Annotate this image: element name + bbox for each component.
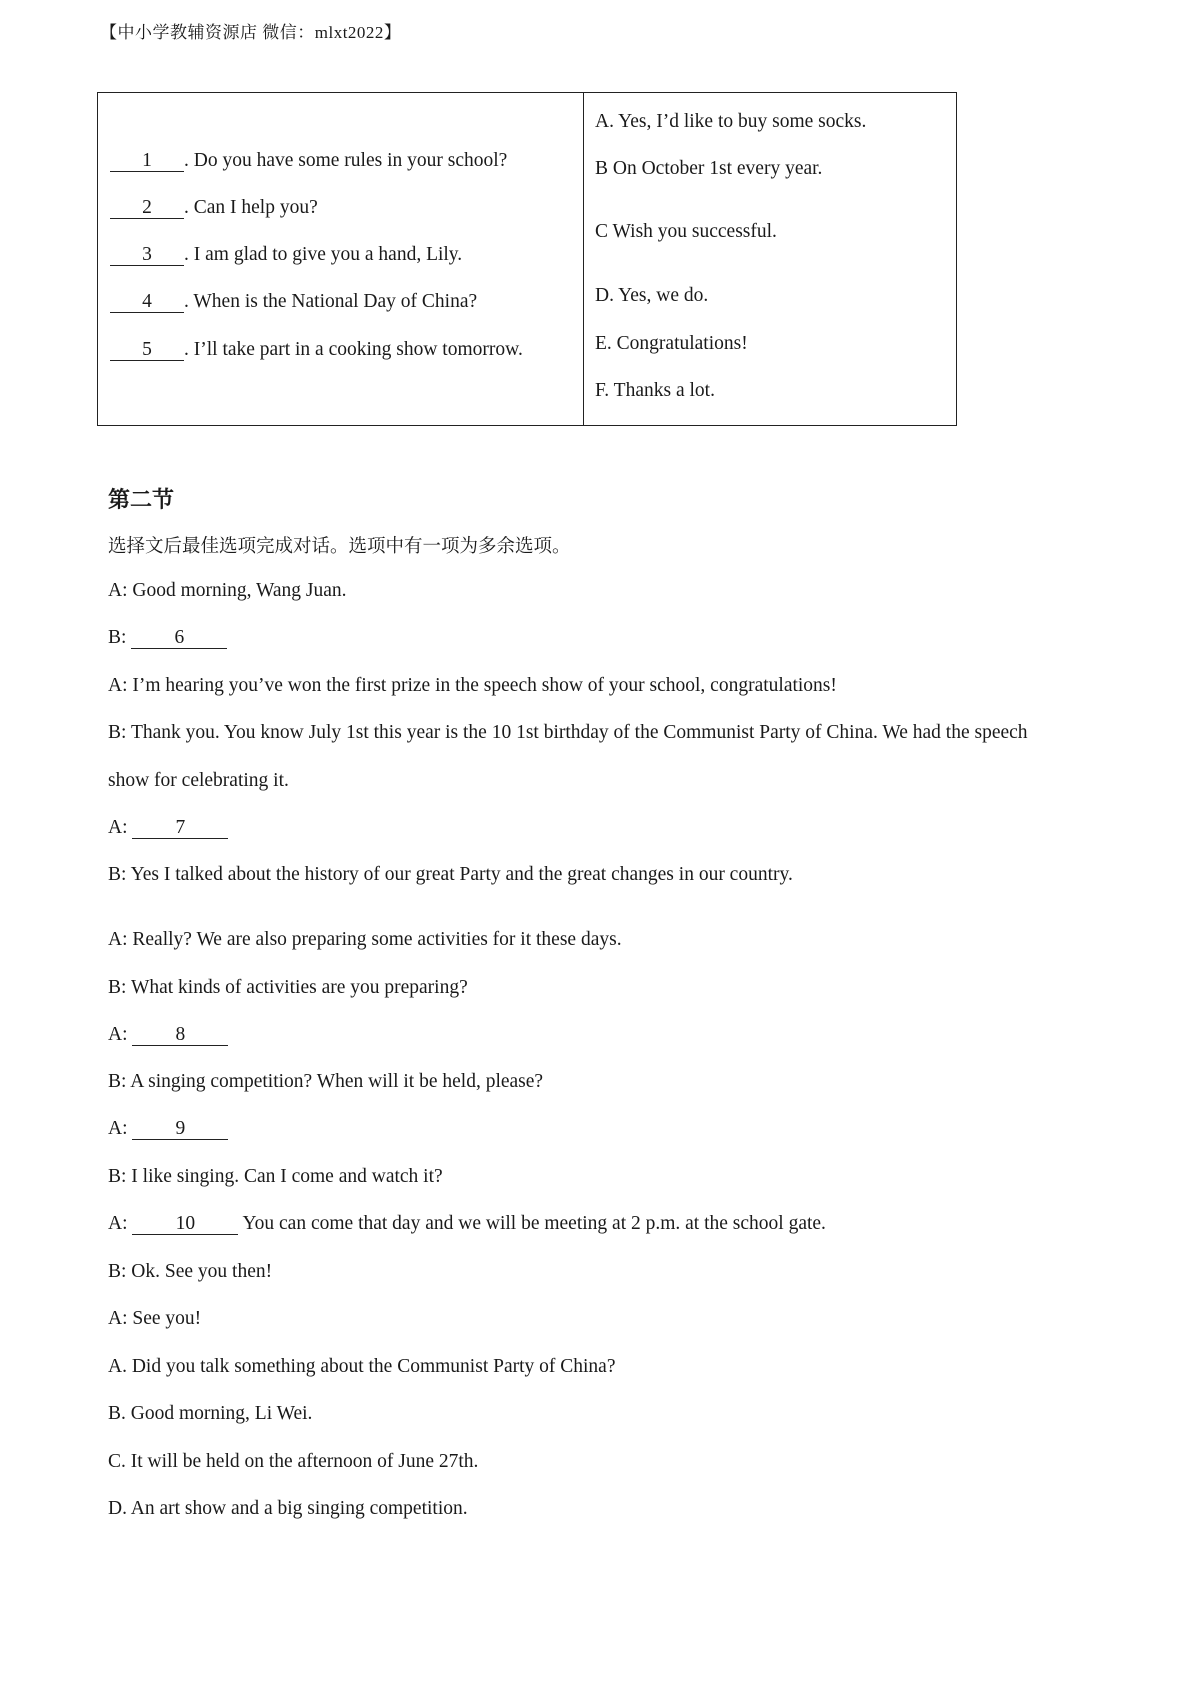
question-2 — [110, 197, 318, 219]
dialogue-blank-10[interactable]: 10 — [132, 1214, 238, 1235]
section-title: 第二节 — [108, 488, 175, 513]
answer-option-a: A. Yes, I’d like to buy some socks. — [595, 111, 867, 132]
dialogue-line-11: B: A singing competition? When will it be held, please? — [108, 1071, 544, 1092]
dialogue-line-2 — [108, 627, 227, 649]
answer-blank-5[interactable]: 5 — [110, 340, 184, 361]
question-text: . Do you have some rules in your school? — [184, 150, 508, 171]
answer-option-b: B On October 1st every year. — [595, 158, 823, 179]
question-text: . I am glad to give you a hand, Lily. — [184, 244, 463, 265]
speaker: B: — [108, 627, 132, 648]
speaker: A: — [108, 1024, 133, 1045]
option-a: A. Did you talk something about the Communist Party of China? — [108, 1356, 616, 1377]
dialogue-line-13: B: I like singing. Can I come and watch it? — [108, 1166, 443, 1187]
option-c: C. It will be held on the afternoon of June 27th. — [108, 1451, 479, 1472]
question-4 — [110, 291, 477, 313]
dialogue-blank-9[interactable]: 9 — [132, 1119, 228, 1140]
answer-blank-3[interactable]: 3 — [110, 245, 184, 266]
table-divider — [583, 93, 584, 425]
question-5 — [110, 339, 523, 361]
dialogue-line-3: A: I’m hearing you’ve won the first prize in the speech show of your school, congratulations! — [108, 675, 837, 696]
dialogue-text: You can come that day and we will be meeting at 2 p.m. at the school gate. — [238, 1213, 826, 1234]
dialogue-line-12 — [108, 1118, 228, 1140]
question-1 — [110, 150, 507, 172]
dialogue-line-9: B: What kinds of activities are you preparing? — [108, 977, 468, 998]
dialogue-line-15: B: Ok. See you then! — [108, 1261, 273, 1282]
dialogue-line-6 — [108, 817, 228, 839]
question-text: . I’ll take part in a cooking show tomorrow. — [184, 339, 523, 360]
question-text: . Can I help you? — [184, 197, 318, 218]
answer-blank-4[interactable]: 4 — [110, 292, 184, 313]
matching-table — [97, 92, 957, 426]
speaker: A: — [108, 1213, 133, 1234]
option-d: D. An art show and a big singing competition. — [108, 1498, 468, 1519]
dialogue-line-8: A: Really? We are also preparing some activities for it these days. — [108, 929, 622, 950]
answer-blank-1[interactable]: 1 — [110, 151, 184, 172]
dialogue-line-1: A: Good morning, Wang Juan. — [108, 580, 347, 601]
question-3 — [110, 244, 462, 266]
dialogue-line-4: B: Thank you. You know July 1st this year is the 10 1st birthday of the Communist Party of China. We had the speech — [108, 722, 1028, 743]
answer-option-f: F. Thanks a lot. — [595, 380, 715, 401]
section-instruction: 选择文后最佳选项完成对话。选项中有一项为多余选项。 — [108, 536, 571, 557]
dialogue-blank-6[interactable]: 6 — [131, 628, 227, 649]
dialogue-line-14 — [108, 1213, 826, 1235]
option-b: B. Good morning, Li Wei. — [108, 1403, 313, 1424]
dialogue-line-7: B: Yes I talked about the history of our great Party and the great changes in our country. — [108, 864, 793, 885]
dialogue-line-10 — [108, 1024, 228, 1046]
dialogue-line-16: A: See you! — [108, 1308, 202, 1329]
answer-option-d: D. Yes, we do. — [595, 285, 709, 306]
answer-blank-2[interactable]: 2 — [110, 198, 184, 219]
answer-option-e: E. Congratulations! — [595, 333, 748, 354]
speaker: A: — [108, 1118, 133, 1139]
answer-option-c: C Wish you successful. — [595, 221, 777, 242]
dialogue-line-5: show for celebrating it. — [108, 770, 289, 791]
page-header: 【中小学教辅资源店 微信：mlxt2022】 — [100, 23, 402, 42]
speaker: A: — [108, 817, 133, 838]
dialogue-blank-8[interactable]: 8 — [132, 1025, 228, 1046]
question-text: . When is the National Day of China? — [184, 291, 478, 312]
dialogue-blank-7[interactable]: 7 — [132, 818, 228, 839]
